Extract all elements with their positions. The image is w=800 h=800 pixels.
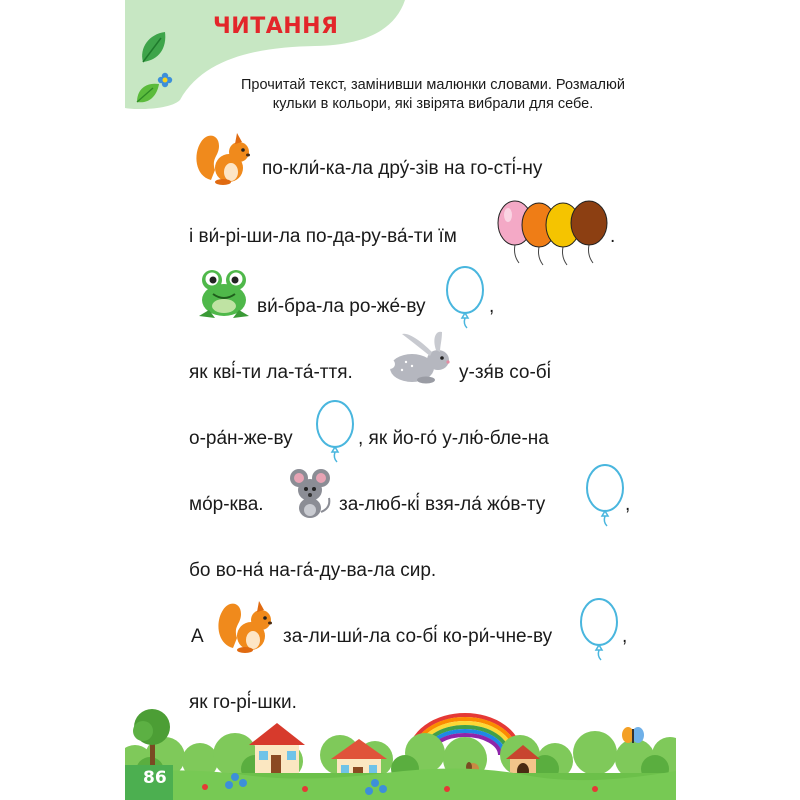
text-line-6-end: , xyxy=(625,494,631,515)
text-line-6-mid: за-люб-кі́ взя-ла́ жо́в-ту xyxy=(339,494,546,515)
mouse-icon xyxy=(285,468,335,520)
leaf-icon xyxy=(135,80,161,106)
page-title: ЧИТАННЯ xyxy=(213,14,339,39)
text-line-8-mid: за-ли-ши́-ла со-бі́ ко-ри́-чне-ву xyxy=(283,626,553,647)
instruction-text: Прочитай текст, замінивши малюнки словами. Розмалюй кульки в кольори, які звірята вибрали для себе. xyxy=(241,77,625,112)
balloon-group-colored xyxy=(495,195,616,267)
text-line-2: і ви́-рі-ши-ла по-да-ру-ва́-ти їм xyxy=(189,226,457,247)
text-line-3: ви́-бра-ла ро-же́-ву xyxy=(257,296,426,317)
balloon-outline-pink xyxy=(443,264,489,330)
leaf-icon xyxy=(139,30,169,66)
text-line-5-end: , як йо-го́ у-лю́-бле-на xyxy=(358,428,549,449)
text-line-8: А xyxy=(191,626,204,647)
rabbit-icon xyxy=(380,330,456,390)
text-line-1: по-кли́-ка-ла дру́-зів на го-сті́-ну xyxy=(262,158,543,179)
text-line-3-end: , xyxy=(489,296,495,317)
text-line-2-end: . xyxy=(610,226,616,247)
text-line-9: як го-рі́-шки. xyxy=(189,692,297,713)
text-line-4: як кві́-ти ла-та́-ття. xyxy=(189,362,353,383)
balloon-outline-yellow xyxy=(583,462,629,528)
text-line-7: бо во-на́ на-га́-ду-ва-ла сир. xyxy=(189,560,437,581)
butterfly-icon xyxy=(622,727,644,743)
page-number: 86 xyxy=(143,768,167,788)
text-line-4-end: у-зя́в со-бі́ xyxy=(459,362,551,383)
workbook-page xyxy=(125,0,676,800)
text-line-8-end: , xyxy=(622,626,628,647)
squirrel-icon xyxy=(215,596,277,654)
balloon-outline-orange xyxy=(313,398,359,464)
text-line-5: о-ра́н-же-ву xyxy=(189,428,293,449)
balloon-outline-brown xyxy=(577,596,623,662)
house-icon xyxy=(249,723,305,775)
text-line-6: мо́р-ква. xyxy=(189,494,264,515)
squirrel-icon xyxy=(193,128,255,186)
frog-icon xyxy=(195,266,253,320)
footer-landscape xyxy=(125,705,676,800)
